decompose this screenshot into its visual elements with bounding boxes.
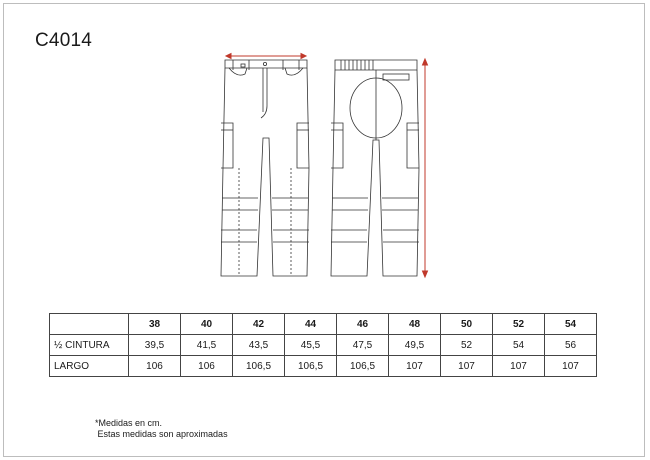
size-header-cell: 42 bbox=[233, 314, 285, 335]
note-line-approx: Estas medidas son aproximadas bbox=[95, 429, 228, 439]
pants-technical-drawing bbox=[215, 48, 440, 280]
measurement-note bbox=[95, 418, 228, 440]
table-cell: 54 bbox=[493, 335, 545, 356]
table-cell: 106 bbox=[181, 356, 233, 377]
size-header-cell: 38 bbox=[129, 314, 181, 335]
table-cell: 107 bbox=[389, 356, 441, 377]
size-header-cell: 48 bbox=[389, 314, 441, 335]
table-cell: 56 bbox=[545, 335, 597, 356]
table-cell: 106 bbox=[129, 356, 181, 377]
table-cell: 107 bbox=[441, 356, 493, 377]
waist-measure-arrow bbox=[226, 54, 306, 59]
table-cell: 39,5 bbox=[129, 335, 181, 356]
table-cell: 107 bbox=[545, 356, 597, 377]
note-line-units: *Medidas en cm. bbox=[95, 418, 163, 428]
size-table bbox=[49, 313, 597, 377]
table-cell: 107 bbox=[493, 356, 545, 377]
table-row-length bbox=[50, 356, 597, 377]
size-header-cell: 50 bbox=[441, 314, 493, 335]
table-cell: 106,5 bbox=[233, 356, 285, 377]
table-cell: 43,5 bbox=[233, 335, 285, 356]
size-header-cell: 40 bbox=[181, 314, 233, 335]
product-code: C4014 bbox=[35, 30, 92, 51]
row-label: LARGO bbox=[50, 356, 129, 377]
table-cell: 47,5 bbox=[337, 335, 389, 356]
table-cell: 49,5 bbox=[389, 335, 441, 356]
table-cell: 45,5 bbox=[285, 335, 337, 356]
table-cell: 41,5 bbox=[181, 335, 233, 356]
pants-front-drawing bbox=[221, 60, 309, 276]
pants-back-drawing bbox=[331, 60, 419, 276]
row-label: ½ CINTURA bbox=[50, 335, 129, 356]
table-row-half-waist bbox=[50, 335, 597, 356]
size-header-empty bbox=[50, 314, 129, 335]
size-header-row bbox=[50, 314, 597, 335]
size-header-cell: 44 bbox=[285, 314, 337, 335]
size-header-cell: 52 bbox=[493, 314, 545, 335]
table-cell: 52 bbox=[441, 335, 493, 356]
table-cell: 106,5 bbox=[285, 356, 337, 377]
table-cell: 106,5 bbox=[337, 356, 389, 377]
size-header-cell: 46 bbox=[337, 314, 389, 335]
length-measure-arrow bbox=[423, 59, 428, 277]
size-header-cell: 54 bbox=[545, 314, 597, 335]
